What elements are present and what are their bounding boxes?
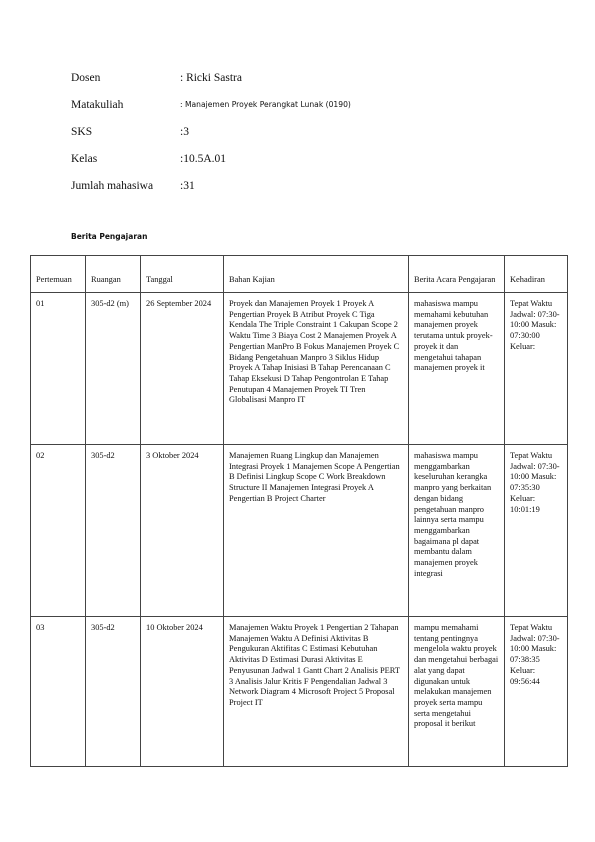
section-title: Berita Pengajaran [71,232,148,241]
cell-kehadiran: Tepat Waktu Jadwal: 07:30-10:00 Masuk: 07:35:30 Keluar: 10:01:19 [505,445,568,617]
header-tanggal: Tanggal [141,256,224,293]
sks-row [71,124,531,151]
cell-bahan-kajian: Manajemen Ruang Lingkup dan Manajemen Integrasi Proyek 1 Manajemen Scope A Pengertian B Definisi Lingkup Scope C Work Breakdown Structure II Manajemen Integrasi Proyek A Pengertian B Project Charter [224,445,409,617]
header-pertemuan: Pertemuan [31,256,86,293]
header-kehadiran: Kehadiran [505,256,568,293]
sks-label: SKS [71,126,93,138]
cell-ruangan: 305-d2 (m) [86,293,141,445]
header-bahan-kajian: Bahan Kajian [224,256,409,293]
cell-tanggal: 3 Oktober 2024 [141,445,224,617]
sks-value: :3 [180,126,189,138]
jumlah-mahasiswa-value: :31 [180,180,195,192]
teaching-record-table [30,255,568,767]
dosen-value: : Ricki Sastra [180,72,242,84]
dosen-row [71,70,531,97]
kelas-label: Kelas [71,153,98,165]
cell-tanggal: 26 September 2024 [141,293,224,445]
jumlah-mahasiswa-row [71,178,531,205]
cell-kehadiran: Tepat Waktu Jadwal: 07:30-10:00 Masuk: 07:38:35 Keluar: 09:56:44 [505,617,568,767]
header-berita-acara: Berita Acara Pengajaran [409,256,505,293]
dosen-label: Dosen [71,72,101,84]
cell-ruangan: 305-d2 [86,617,141,767]
kelas-value: :10.5A.01 [180,153,226,165]
cell-pertemuan: 03 [31,617,86,767]
cell-tanggal: 10 Oktober 2024 [141,617,224,767]
cell-bahan-kajian: Proyek dan Manajemen Proyek 1 Proyek A Pengertian Proyek B Atribut Proyek C Tiga Kendala The Triple Constraint 1 Cakupan Scope 2 Waktu Time 3 Biaya Cost 2 Manajemen Proyek A Pengertian ManPro B Fokus Manajemen Proyek C Bidang Pengetahuan Manpro 3 Siklus Hidup Proyek A Tahap Inisiasi B Tahap Perencanaan C Tahap Eksekusi D Tahap Pengontrolan E Tahap Penutupan 4 Manajemen Proyek TI Tren Globalisasi Manpro IT [224,293,409,445]
table-row [31,617,568,767]
cell-berita-acara: mahasiswa mampu menggambarkan keseluruhan kerangka manpro yang berkaitan dengan bidang pengetahuan manpro lainnya serta mampu menggambarkan bagaimana pl dapat membantu dalam manajemen proyek integrasi [409,445,505,617]
table-row [31,293,568,445]
cell-pertemuan: 02 [31,445,86,617]
course-info [71,70,531,205]
matakuliah-label: Matakuliah [71,99,124,111]
table-header-row [31,256,568,293]
matakuliah-value: : Manajemen Proyek Perangkat Lunak (0190) [180,100,351,109]
cell-berita-acara: mahasiswa mampu memahami kebutuhan manajemen proyek terutama untuk proyek-proyek it dan mengetahui tahapan manajemen proyek it [409,293,505,445]
cell-pertemuan: 01 [31,293,86,445]
cell-ruangan: 305-d2 [86,445,141,617]
header-ruangan: Ruangan [86,256,141,293]
kelas-row [71,151,531,178]
cell-berita-acara: mampu memahami tentang pentingnya mengelola waktu proyek dan mengetahui berbagai alat yang dapat digunakan untuk melakukan manajemen proyek serta mampu serta mengetahui proposal it berikut [409,617,505,767]
table-row [31,445,568,617]
matakuliah-row [71,97,531,124]
cell-bahan-kajian: Manajemen Waktu Proyek 1 Pengertian 2 Tahapan Manajemen Waktu A Definisi Aktivitas B Pengukuran Aktifitas C Estimasi Kebutuhan Aktivitas D Estimasi Durasi Aktivitas E Penyusunan Jadwal 1 Gantt Chart 2 Analisis PERT 3 Analisis Jalur Kritis F Pengendalian Jadwal 3 Network Diagram 4 Microsoft Project 5 Proposal Project IT [224,617,409,767]
cell-kehadiran: Tepat Waktu Jadwal: 07:30-10:00 Masuk: 07:30:00 Keluar: [505,293,568,445]
jumlah-mahasiswa-label: Jumlah mahasiwa [71,180,154,192]
